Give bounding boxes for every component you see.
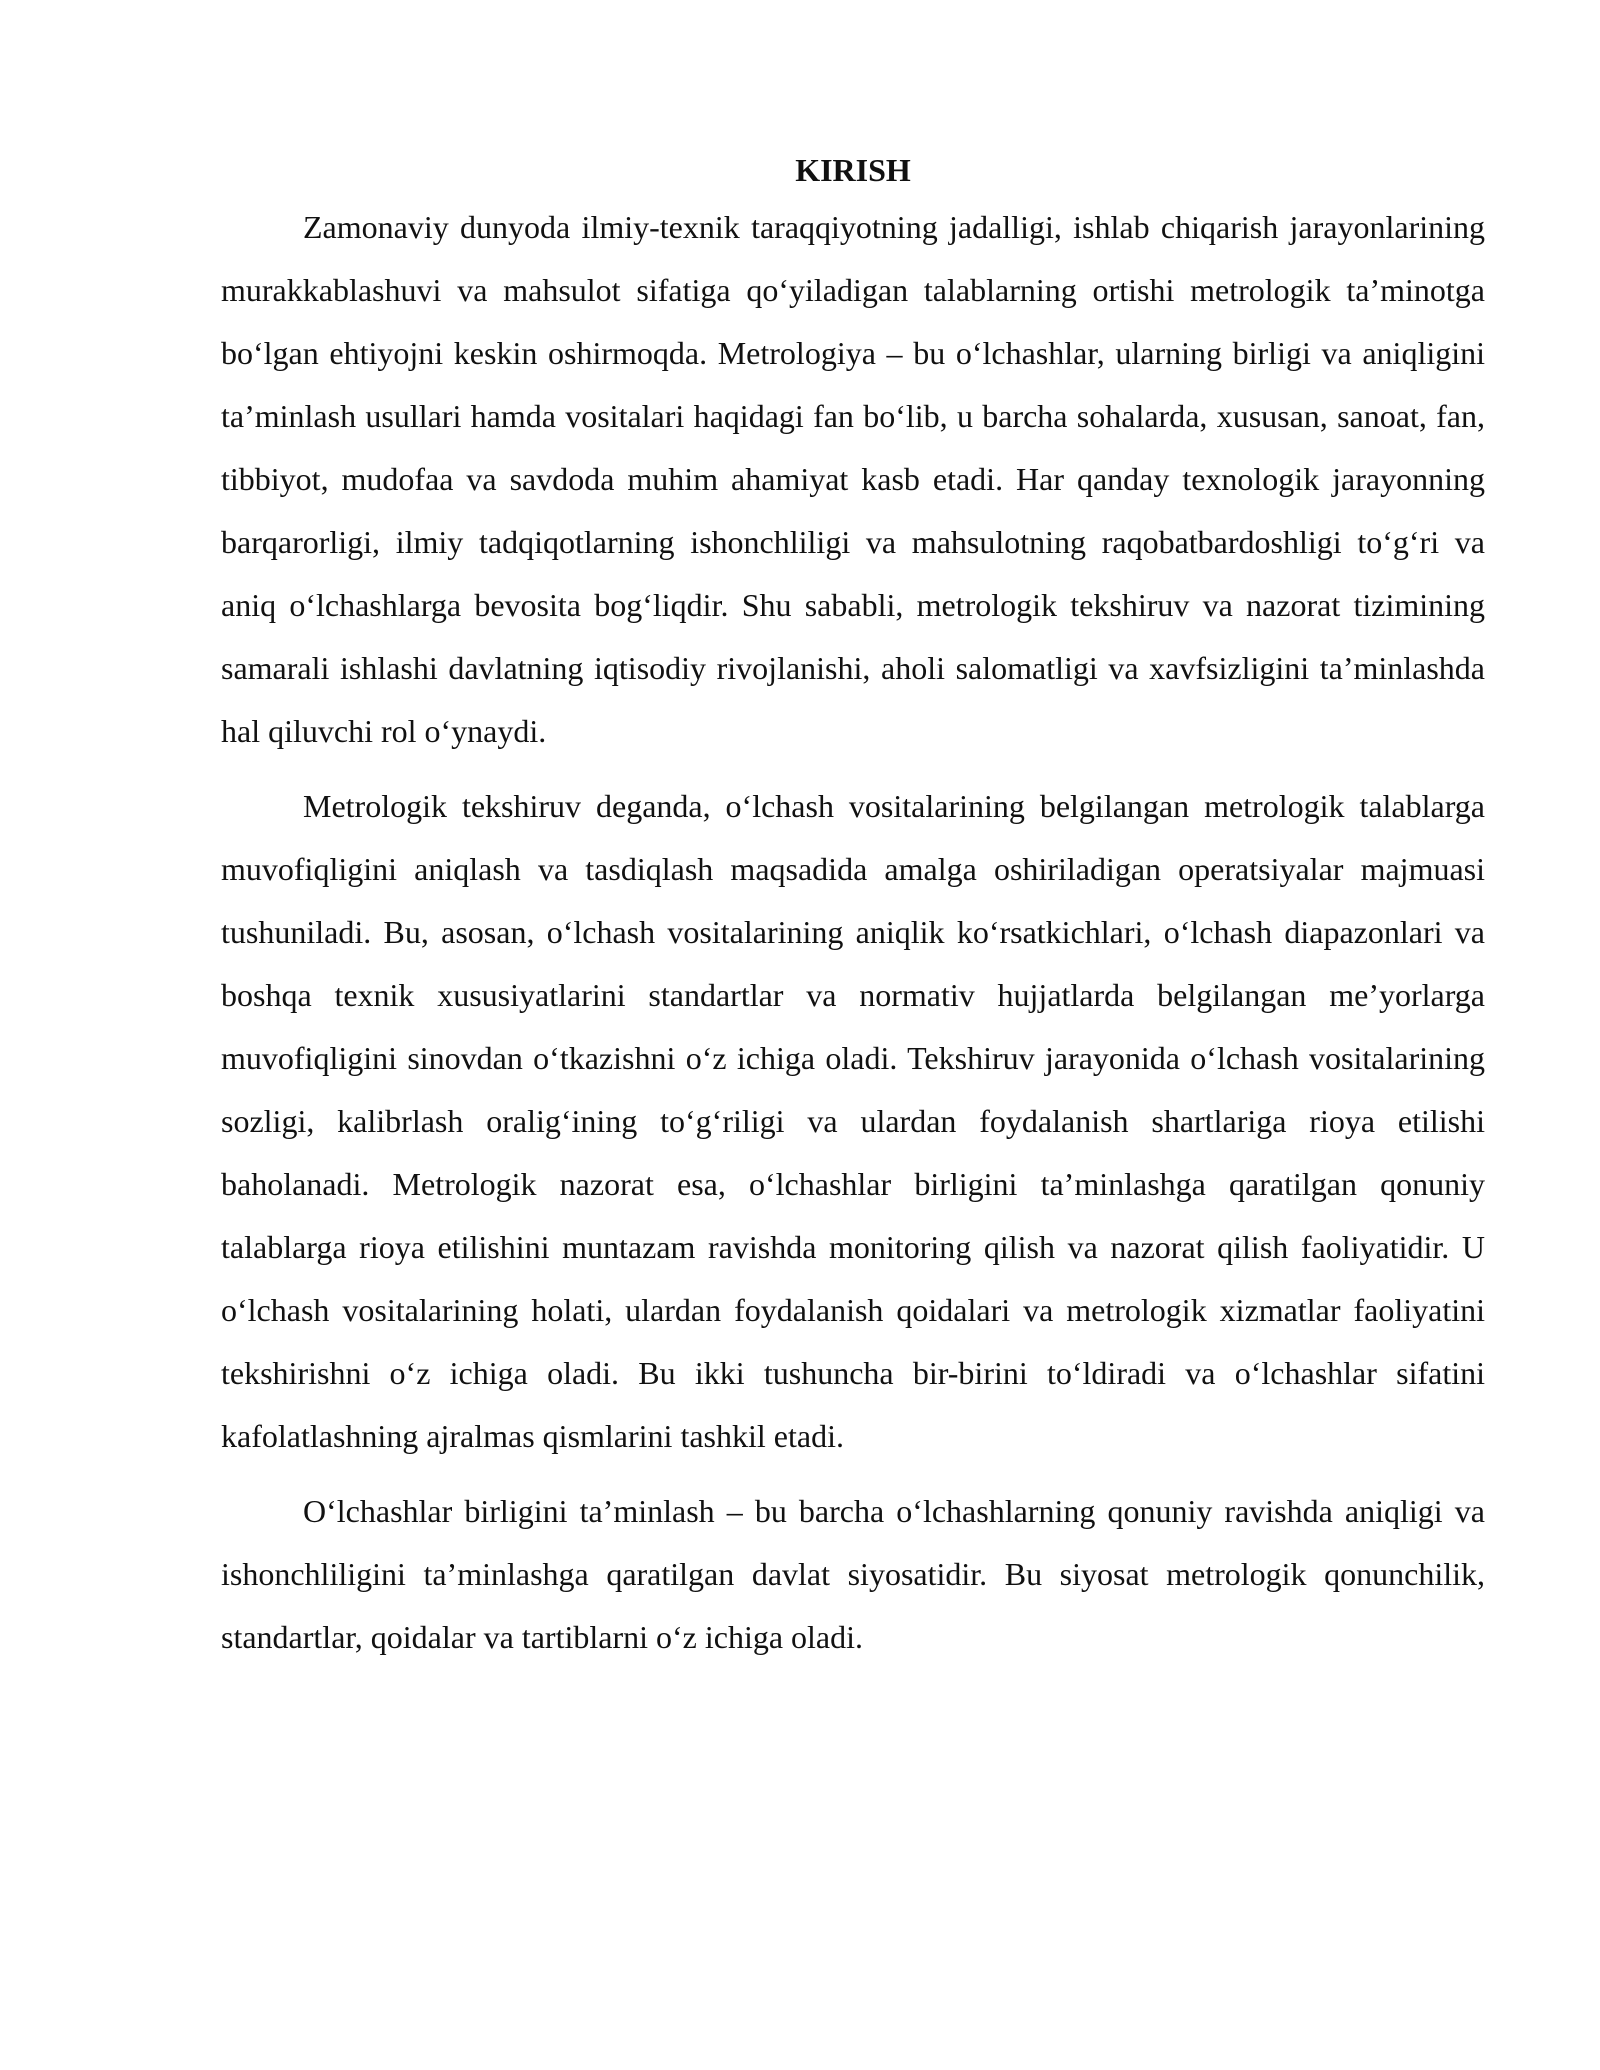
paragraph-2: Metrologik tekshiruv deganda, o‘lchash vositalarining belgilangan metrologik talablarga muvofiqligini aniqlash va tasdiqlash maqsadida amalga oshiriladigan operatsiyalar majmuasi tushuniladi. Bu, asosan, o‘lchash vositalarining aniqlik ko‘rsatkichlari, o‘lchash diapazonlari va boshqa texnik xususiyatlarini standartlar va normativ hujjatlarda belgilangan me’yorlarga muvofiqligini sinovdan o‘tkazishni o‘z ichiga oladi. Tekshiruv jarayonida o‘lchash vositalarining sozligi, kalibrlash oralig‘ining to‘g‘riligi va ulardan foydalanish shartlariga rioya etilishi baholanadi. Metrologik nazorat esa, o‘lchashlar birligini ta’minlashga qaratilgan qonuniy talablarga rioya etilishini muntazam ravishda monitoring qilish va nazorat qilish faoliyatidir. U o‘lchash vositalarining holati, ulardan foydalanish qoidalari va metrologik xizmatlar faoliyatini tekshirishni o‘z ichiga oladi. Bu ikki tushuncha bir-birini to‘ldiradi va o‘lchashlar sifatini kafolatlashning ajralmas qismlarini tashkil etadi.: [221, 788, 1485, 1454]
paragraph-1: Zamonaviy dunyoda ilmiy-texnik taraqqiyotning jadalligi, ishlab chiqarish jarayonlarining murakkablashuvi va mahsulot sifatiga qo‘yiladigan talablarning ortishi metrologik ta’minotga bo‘lgan ehtiyojni keskin oshirmoqda. Metrologiya – bu o‘lchashlar, ularning birligi va aniqligini ta’minlash usullari hamda vositalari haqidagi fan bo‘lib, u barcha sohalarda, xususan, sanoat, fan, tibbiyot, mudofaa va savdoda muhim ahamiyat kasb etadi. Har qanday texnologik jarayonning barqarorligi, ilmiy tadqiqotlarning ishonchliligi va mahsulotning raqobatbardoshligi to‘g‘ri va aniq o‘lchashlarga bevosita bog‘liqdir. Shu sababli, metrologik tekshiruv va nazorat tizimining samarali ishlashi davlatning iqtisodiy rivojlanishi, aholi salomatligi va xavfsizligini ta’minlashda hal qiluvchi rol o‘ynaydi.: [221, 209, 1485, 749]
document-title: KIRISH: [795, 152, 911, 188]
paragraph-3: O‘lchashlar birligini ta’minlash – bu barcha o‘lchashlarning qonuniy ravishda aniqligi va ishonchliligini ta’minlashga qaratilgan davlat siyosatidir. Bu siyosat metrologik qonunchilik, standartlar, qoidalar va tartiblarni o‘z ichiga oladi.: [221, 1493, 1485, 1655]
document-page: [221, 148, 1485, 1681]
